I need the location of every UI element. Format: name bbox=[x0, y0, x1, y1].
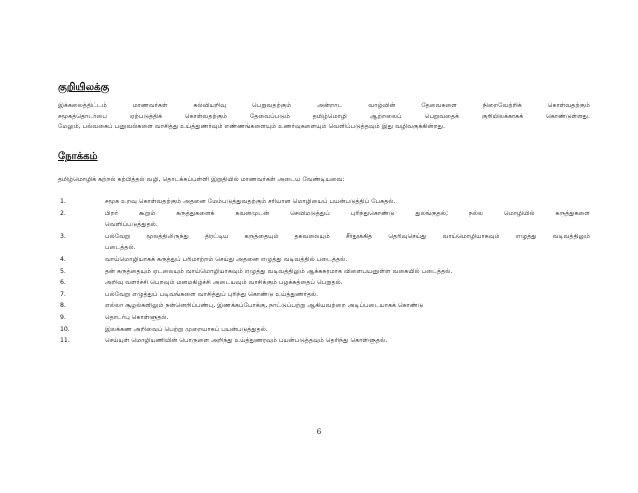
list-item bbox=[58, 256, 590, 268]
list-item-text: எல்லா சூழல்களிலும் நன்னெறிப்பண்பு, இணக்கப்போக்கு, நாட்டுப்பற்று ஆகியவற்றை அடிப்படையாகக் கொண்டு bbox=[105, 302, 424, 310]
list-item-number: 2. bbox=[60, 209, 66, 217]
list-item-number: 9. bbox=[60, 313, 66, 321]
list-item-number: 11. bbox=[60, 337, 70, 345]
list-item-text: தொடர்பு கொள்ளுதல். bbox=[105, 313, 169, 321]
objectives-intro: தமிழ்மொழிக் கற்றல் கற்பித்தல் வழி, தொடக்கப்பள்ளி இறுதியில் மாணவர்கள் அடைய வேண்டியவை: bbox=[58, 176, 345, 183]
list-item-number: 5. bbox=[60, 267, 66, 275]
aim-paragraph bbox=[58, 101, 590, 133]
list-item-number: 7. bbox=[60, 290, 66, 298]
list-item-text: பிறர் கூறும் கருத்துகளைக் கவனமுடன் செவிமடுத்துப் புரிந்துகொண்டு துலங்குதல்; நல்ல மொழியில் கருத்துகளை bbox=[105, 209, 590, 217]
list-item bbox=[58, 233, 590, 245]
list-item bbox=[58, 337, 590, 349]
list-item bbox=[58, 291, 590, 303]
list-item-text: இலக்கண அறிவைப் பெற்று முறையாகப் பயன்படுத்துதல். bbox=[105, 325, 268, 333]
list-item-text: செய்யுள் மொழியணியின் பொருளை அறிந்து உய்த்துணரவும் பயன்படுத்தவும் தெரிந்து கொள்ளுதல். bbox=[105, 337, 388, 345]
list-item-number: 10. bbox=[60, 325, 70, 333]
list-item bbox=[58, 198, 590, 210]
list-item-text: அறிவு வளர்ச்சி பெறவும் மனமகிழ்ச்சி அடையவும் வாசிக்கும் பழக்கத்தைப் பெறுதல். bbox=[105, 279, 343, 287]
list-item bbox=[58, 221, 590, 233]
list-item-text: தன் கருத்தையும் ஏடலையும் வாய்மொழியாகவும் எழுத்து வடிவத்திலும் ஆக்கசுரமாக விளைபயனுள்ள வகையில் படைத்தல். bbox=[105, 267, 453, 275]
list-item-text: வாய்மொழியாகக் கருத்துப் பரிமாற்றம் செய்து அதனை எழுத்து வடிவத்தில் படைத்தல். bbox=[105, 255, 348, 263]
list-item bbox=[58, 279, 590, 291]
aim-paragraph-line: மேலும், பல்வகைப் பனுவல்களை வாசித்து உய்த்துணர்வும் எண்ணங்களையும் உணர்வுகளையும் வெளிப்படுத்தவும் இது வழிவகுக்கின்றது. bbox=[58, 123, 446, 130]
heading-aim: குறியிலக்கு bbox=[58, 82, 110, 93]
page-number: 6 bbox=[316, 428, 322, 436]
list-item-number: 8. bbox=[60, 302, 66, 310]
list-item-number: 1. bbox=[60, 198, 66, 205]
list-item-text: பல்வேறு மூலத்திலிருந்து திரட்டிய கருத்தையும் தகவலையும் சீர்தூக்கித் தெரிவுசெய்து வாய்மொழியாகவும் எழுத்து வடிவத்திலும் bbox=[105, 232, 590, 240]
list-item bbox=[58, 244, 590, 256]
aim-paragraph-line: இக்கலைத்திட்டம் மாணவர்கள் கல்வியறிவு பெறுவதற்கும் அன்றாட வாழ்வின் தேவைகளை நிறைவேற்றிக் கொள்வதற்கும் bbox=[58, 102, 590, 109]
list-item-number: 4. bbox=[60, 255, 66, 263]
list-item-text: வெளிப்படுத்துதல். bbox=[105, 221, 158, 229]
list-item-text: சமூக உறவு கொள்வதற்கும் அதனை மேம்படுத்துவதற்கும் சரியான மொழியைப் பயன்படுத்திப் பேசுதல். bbox=[105, 198, 396, 205]
heading-objectives: நோக்கம் bbox=[58, 151, 98, 162]
objectives-list bbox=[58, 198, 590, 349]
list-item bbox=[58, 268, 590, 280]
aim-paragraph-line: சமூகத்தொடர்பை ஏற்படுத்திக் கொள்வதற்கும் தேவைப்படும் தமிழ்மொழி ஆற்றலைப் பெறுவதைக் குறியிலக்காகக் கொண்டுள்ளது. bbox=[58, 112, 590, 120]
list-item-number: 6. bbox=[60, 279, 66, 287]
list-item-number: 3. bbox=[60, 232, 66, 240]
list-item bbox=[58, 326, 590, 338]
list-item bbox=[58, 302, 590, 314]
list-item bbox=[58, 314, 590, 326]
list-item bbox=[58, 210, 590, 222]
list-item-text: படைத்தல். bbox=[105, 244, 136, 252]
list-item-text: பல்வேறு எழுத்துப் படிவங்களை வாசித்துப் புரிந்து கொண்டு உய்த்துணர்தல். bbox=[105, 290, 319, 298]
